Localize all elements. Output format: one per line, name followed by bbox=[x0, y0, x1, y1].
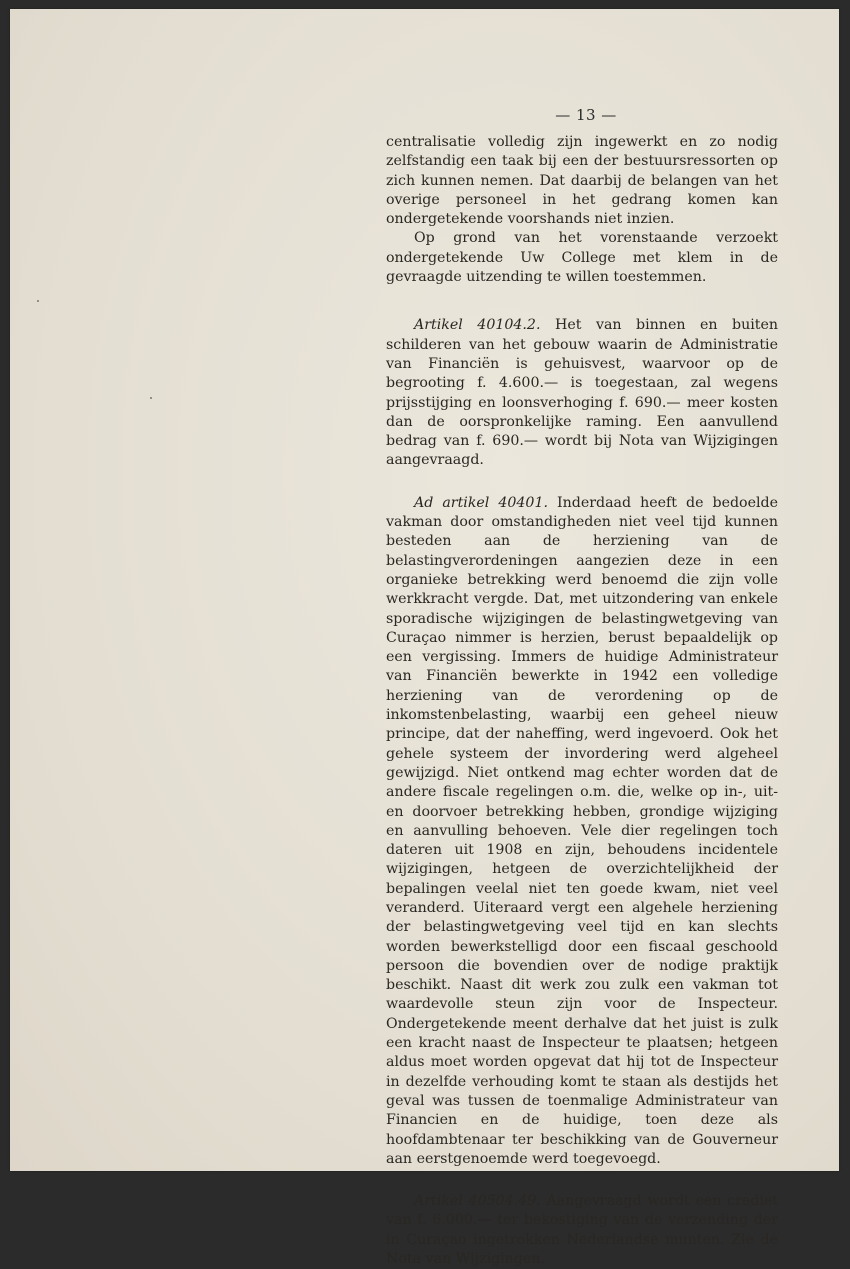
paragraph-request bbox=[386, 229, 778, 287]
paragraph-article-40504 bbox=[386, 1192, 778, 1269]
paper-speck bbox=[37, 300, 39, 302]
paragraph-text: Het van binnen en buiten schilderen van het gebouw waarin de Administratie van Financiën is gehuisvest, waarvoor op de begrooting f. 4.600.— is toegestaan, zal wegens prijsstijging en loonsverhoging f. 690.— meer kosten dan de oorspronkelijke raming. Een aanvullend bedrag van f. 690.— wordt bij Nota van Wijzigingen aangevraagd. bbox=[386, 317, 778, 469]
paragraph-text: Inderdaad heeft de bedoelde vakman door omstandigheden niet veel tijd kunnen besteden aan de herziening van de belastingverordeningen aangezien deze in een organieke betrekking werd benoemd die zijn volle werkkracht vergde. Dat, met uitzondering van enkele sporadische wijzigingen de belastingwetgeving van Curaçao nimmer is herzien, berust bepaaldelijk op een vergissing. Immers de huidige Administrateur van Financiën bewerkte in 1942 een volledige herziening van de verordening op de inkomstenbelasting, waarbij een geheel nieuw principe, dat der naheffing, werd ingevoerd. Ook het gehele systeem der invordering werd algeheel gewijzigd. Niet ontkend mag echter worden dat de andere fiscale regelingen o.m. die, welke op in-, uit- en doorvoer betrekking hebben, grondige wijziging en aanvulling behoeven. Vele dier regelingen toch dateren uit 1908 en zijn, behoudens incidentele wijzigingen, hetgeen de overzichtelijkheid der bepalingen veelal niet ten goede kwam, niet veel veranderd. Uiteraard vergt een algehele herziening der belastingwetgeving veel tijd en kan slechts worden bewerkstelligd door een fiscaal geschoold persoon die bovendien over de nodige praktijk beschikt. Naast dit werk zou zulk een vakman tot waardevolle steun zijn voor de Inspecteur. Ondergetekende meent derhalve dat het juist is zulk een kracht naast de Inspecteur te plaatsen; hetgeen aldus moet worden opgevat dat hij tot de Inspecteur in dezelfde verhouding komt te staan als destijds het geval was tussen de toenmalige Administrateur van Financien en de huidige, toen deze als hoofdambtenaar ter beschikking van de Gouverneur aan eerstgenoemde werd toegevoegd. bbox=[386, 494, 778, 1167]
body-text-column bbox=[386, 133, 778, 1269]
paragraph-article-40401 bbox=[386, 494, 778, 1169]
article-reference: Ad artikel 40401. bbox=[414, 494, 548, 511]
document-page bbox=[10, 9, 839, 1268]
paragraph-continuation bbox=[386, 133, 778, 229]
paragraph-text: Aangevraagd wordt een crediet van f. 6.000.— ter bekostiging van de verzending der in Curaçao ingetrokken Nederlandse munten. Zie de Nota van Wijzigingen. bbox=[386, 1193, 778, 1268]
page-number: — 13 — bbox=[555, 106, 617, 124]
paragraph-text: centralisatie volledig zijn ingewerkt en zo nodig zelfstandig een taak bij een der bestuursressorten op zich kunnen nemen. Dat daarbij de belangen van het overige personeel in het gedrang komen kan ondergetekende voorshands niet inzien. bbox=[386, 134, 778, 228]
paragraph-article-40104 bbox=[386, 316, 778, 470]
paper-speck bbox=[150, 397, 152, 399]
article-reference: Artikel 40104.2. bbox=[414, 317, 541, 334]
article-reference: Artikel 40504.49. bbox=[414, 1193, 541, 1210]
paragraph-text: Op grond van het vorenstaande verzoekt ondergetekende Uw College met klem in de gevraagde uitzending te willen toestemmen. bbox=[386, 230, 778, 286]
